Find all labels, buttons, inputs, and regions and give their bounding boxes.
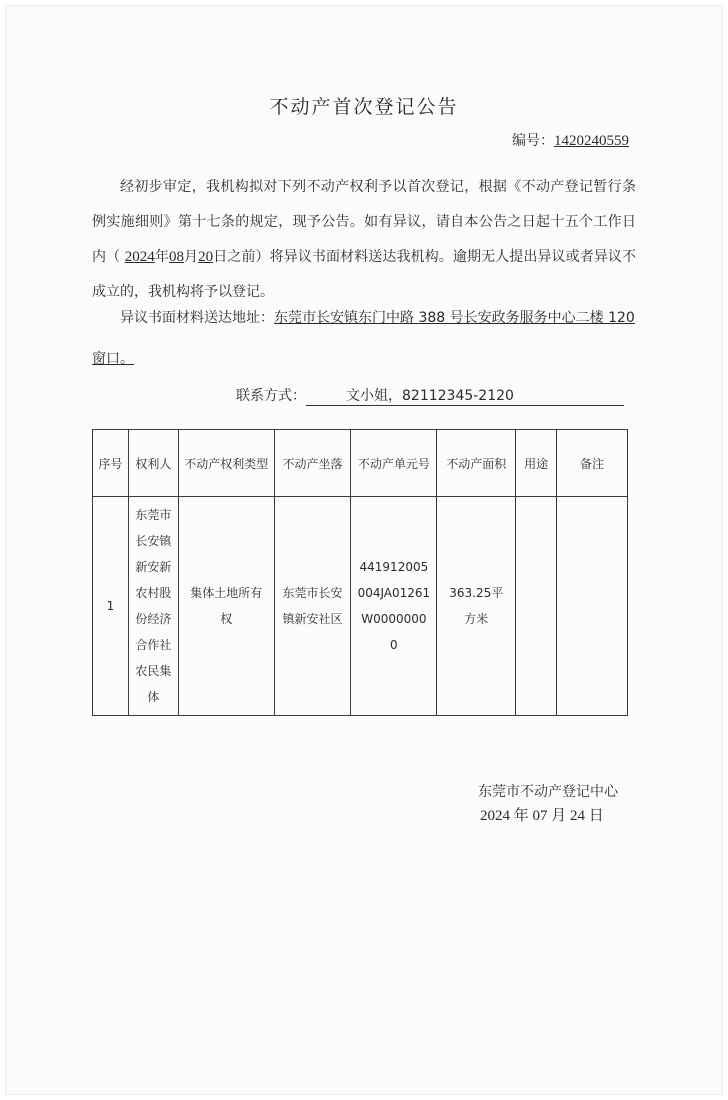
serial-value: 1420240559 bbox=[554, 133, 629, 149]
paragraph-text-2: 日之前）将异议书面材料送达我机构。逾期无人提出异议或者异议不成立的，我机构将予以登记。 bbox=[92, 249, 637, 300]
deadline-day: 20 bbox=[198, 249, 214, 265]
cell-right-type bbox=[178, 497, 274, 716]
deadline-year: 2024 bbox=[124, 249, 155, 265]
year-char: 年 bbox=[154, 249, 169, 265]
header-cell: 权利人 bbox=[128, 430, 178, 497]
cell-remark bbox=[557, 497, 628, 716]
deadline-month: 08 bbox=[168, 249, 184, 265]
serial-number bbox=[512, 130, 629, 150]
table-row bbox=[93, 497, 628, 716]
table-header-row bbox=[93, 430, 628, 497]
issue-date: 2024 年 07 月 24 日 bbox=[480, 808, 604, 824]
paragraph-text-1: 经初步审定，我机构拟对下列不动产权利予以首次登记，根据《不动产登记暂行条例实施细则》第十七条的规定，现予公告。如有异议，请自本公告之日起十五个工作日内（ bbox=[92, 179, 636, 265]
unit-no-text: 441912005004JA01261W00000000 bbox=[357, 560, 431, 652]
objection-address bbox=[92, 298, 636, 380]
cell-usage bbox=[516, 497, 557, 716]
header-cell: 用途 bbox=[516, 430, 557, 497]
owner-text: 东莞市长安镇新安新农村股份经济合作社农民集体 bbox=[135, 508, 172, 704]
issuing-agency: 东莞市不动产登记中心 bbox=[478, 784, 618, 800]
address-label: 异议书面材料送达地址： bbox=[120, 310, 274, 326]
notice-title: 不动产首次登记公告 bbox=[269, 96, 459, 118]
footer bbox=[478, 780, 618, 828]
cell-owner bbox=[128, 497, 178, 716]
notice-paragraph bbox=[92, 170, 636, 310]
month-char: 月 bbox=[183, 249, 199, 265]
address-value: 东莞市长安镇东门中路 388 号长安政务服务中心二楼 120 窗口。 bbox=[92, 310, 635, 367]
registration-table bbox=[92, 429, 628, 716]
location-text: 东莞市长安镇新安社区 bbox=[282, 586, 343, 626]
cell-no: 1 bbox=[93, 497, 129, 716]
contact-value: 文小姐，82112345-2120 bbox=[306, 385, 624, 406]
contact-info bbox=[236, 385, 624, 406]
cell-location bbox=[274, 497, 351, 716]
right-type-text: 集体土地所有权 bbox=[190, 586, 263, 626]
header-cell: 序号 bbox=[93, 430, 129, 497]
cell-unit-no bbox=[351, 497, 437, 716]
header-cell: 不动产权利类型 bbox=[178, 430, 274, 497]
cell-area bbox=[437, 497, 516, 716]
header-cell: 不动产坐落 bbox=[274, 430, 351, 497]
contact-label: 联系方式： bbox=[236, 388, 306, 404]
serial-label: 编号： bbox=[512, 133, 554, 149]
header-cell: 不动产面积 bbox=[437, 430, 516, 497]
area-text: 363.25平方米 bbox=[449, 586, 504, 626]
header-cell: 备注 bbox=[557, 430, 628, 497]
header-cell: 不动产单元号 bbox=[351, 430, 437, 497]
